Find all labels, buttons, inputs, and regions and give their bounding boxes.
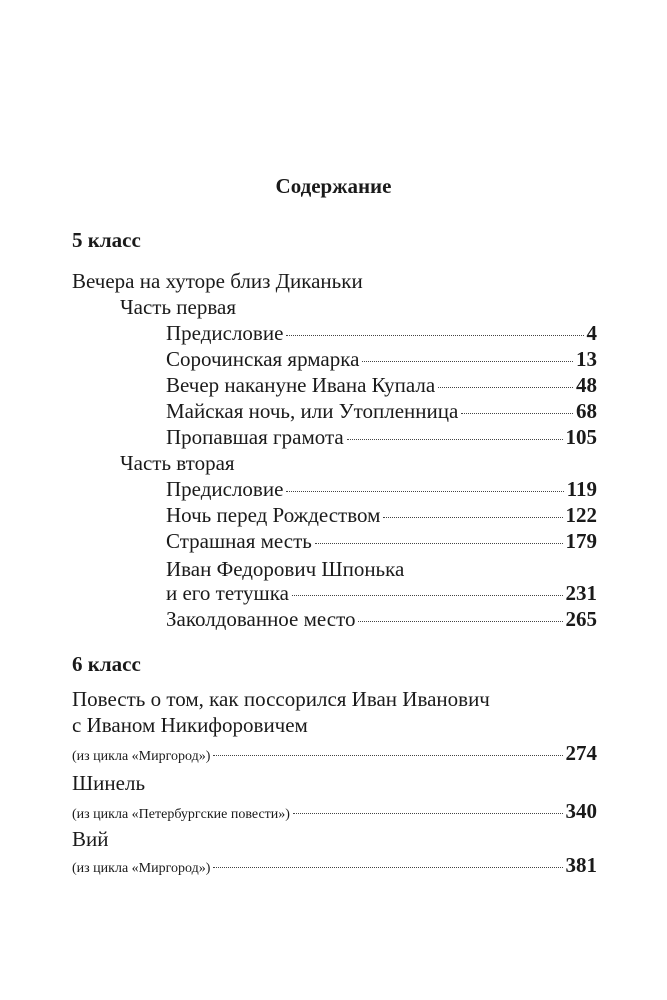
toc-entry[interactable] [166, 606, 597, 632]
toc-entry-title: Ночь перед Рождеством [166, 503, 381, 527]
toc-entry-page: 68 [576, 399, 597, 423]
toc-entry-page: 13 [576, 347, 597, 371]
dot-leader [293, 813, 563, 814]
toc-entry-title: Майская ночь, или Утопленница [166, 399, 459, 423]
dot-leader [347, 439, 563, 440]
toc-entry[interactable] [72, 852, 597, 882]
toc-entry-page: 179 [565, 529, 597, 553]
toc-entry[interactable] [166, 320, 597, 346]
toc-entry-page: 119 [566, 477, 597, 501]
toc-entry-page: 381 [565, 853, 597, 877]
toc-entry-title-line1: Иван Федорович Шпонька [166, 557, 405, 581]
toc-entry-page: 48 [576, 373, 597, 397]
toc-entry-page: 105 [565, 425, 597, 449]
page-title: Содержание [275, 174, 392, 198]
part-label: Часть первая [120, 295, 236, 319]
dot-leader [362, 361, 573, 362]
toc-entry-title-line1: Повесть о том, как поссорился Иван Иванович [72, 687, 490, 711]
dot-leader [461, 413, 573, 414]
toc-entry[interactable] [166, 580, 597, 606]
toc-entry[interactable] [166, 372, 597, 398]
toc-entry-title: Вечер накануне Ивана Купала [166, 373, 436, 397]
toc-entry-page: 265 [565, 607, 597, 631]
toc-entry[interactable] [166, 502, 597, 528]
toc-entry-title: и его тетушка [166, 581, 289, 605]
dot-leader [315, 543, 563, 544]
work-title: Вечера на хуторе близ Диканьки [72, 269, 363, 293]
toc-entry-note: (из цикла «Миргород») [72, 749, 211, 764]
dot-leader [286, 335, 583, 336]
toc-entry-page: 122 [565, 503, 597, 527]
dot-leader [358, 621, 562, 622]
toc-entry[interactable] [166, 346, 597, 372]
toc-entry-title-line1: Вий [72, 827, 109, 851]
dot-leader [383, 517, 562, 518]
dot-leader [286, 491, 563, 492]
toc-entry-note: (из цикла «Миргород») [72, 861, 211, 876]
section-heading-grade6: 6 класс [72, 652, 141, 676]
toc-entry-title-line1: Шинель [72, 771, 146, 795]
toc-entry[interactable] [166, 424, 597, 450]
toc-entry-page: 231 [565, 581, 597, 605]
toc-entry[interactable] [166, 528, 597, 554]
dot-leader [213, 755, 562, 756]
toc-entry-title: Сорочинская ярмарка [166, 347, 360, 371]
toc-entry-title: Заколдованное место [166, 607, 356, 631]
section-heading-grade5: 5 класс [72, 228, 141, 252]
toc-entry[interactable] [166, 398, 597, 424]
toc-entry-page: 4 [586, 321, 597, 345]
toc-entry-title: Пропавшая грамота [166, 425, 344, 449]
toc-entry-title: Предисловие [166, 321, 284, 345]
dot-leader [213, 867, 562, 868]
toc-entry[interactable] [72, 740, 597, 770]
part-label: Часть вторая [120, 451, 235, 475]
toc-entry-title: Страшная месть [166, 529, 312, 553]
dot-leader [292, 595, 563, 596]
toc-entry-title-line2: с Иваном Никифоровичем [72, 713, 308, 737]
toc-entry-page: 340 [565, 799, 597, 823]
dot-leader [438, 387, 573, 388]
toc-entry[interactable] [166, 476, 597, 502]
toc-entry[interactable] [72, 798, 597, 828]
toc-entry-page: 274 [565, 741, 597, 765]
toc-entry-title: Предисловие [166, 477, 284, 501]
toc-entry-note: (из цикла «Петербургские повести») [72, 807, 290, 822]
